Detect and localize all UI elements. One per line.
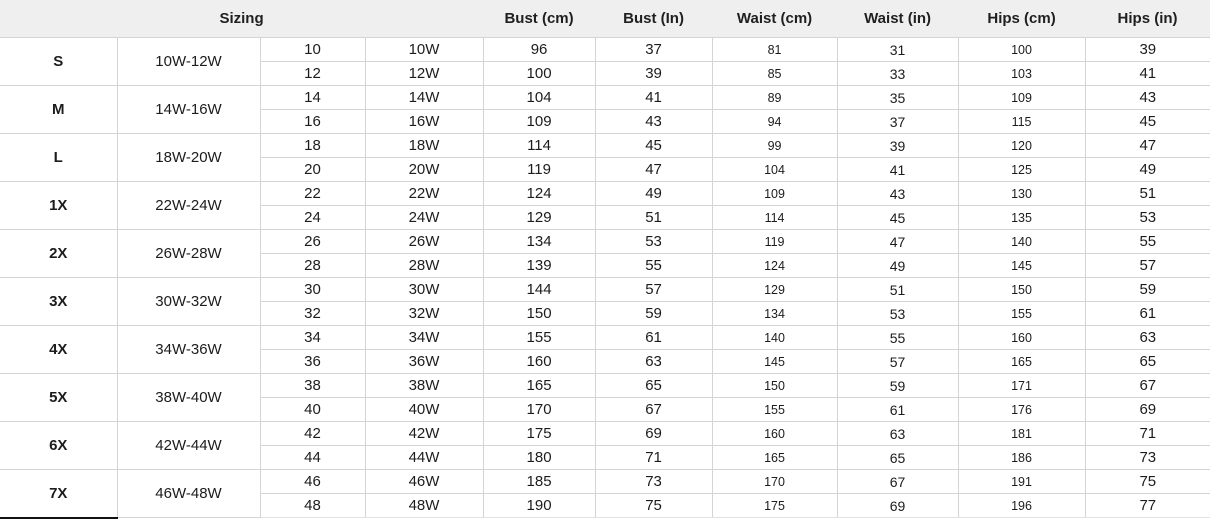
waist-cm-cell: 134	[712, 302, 837, 326]
hips-cm-cell: 165	[958, 350, 1085, 374]
hips-cm-cell: 171	[958, 374, 1085, 398]
waist-cm-cell: 99	[712, 134, 837, 158]
bust-cm-cell: 175	[483, 422, 595, 446]
waist-in-cell: 45	[837, 206, 958, 230]
size-number-cell: 12	[260, 62, 365, 86]
waist-in-cell: 55	[837, 326, 958, 350]
bust-cm-cell: 114	[483, 134, 595, 158]
bust-cm-cell: 104	[483, 86, 595, 110]
hips-cm-cell: 125	[958, 158, 1085, 182]
bust-cm-cell: 124	[483, 182, 595, 206]
size-letter-cell: 2X	[0, 230, 117, 278]
size-range-cell: 30W-32W	[117, 278, 260, 326]
size-letter-cell: 7X	[0, 470, 117, 518]
size-letter-cell: S	[0, 38, 117, 86]
size-letter-cell: M	[0, 86, 117, 134]
hips-in-cell: 39	[1085, 38, 1210, 62]
bust-in-cell: 63	[595, 350, 712, 374]
size-range-cell: 26W-28W	[117, 230, 260, 278]
size-w-cell: 16W	[365, 110, 483, 134]
size-number-cell: 40	[260, 398, 365, 422]
size-w-cell: 10W	[365, 38, 483, 62]
bust-in-cell: 53	[595, 230, 712, 254]
size-number-cell: 24	[260, 206, 365, 230]
waist-in-cell: 41	[837, 158, 958, 182]
hips-in-cell: 69	[1085, 398, 1210, 422]
hips-in-cell: 47	[1085, 134, 1210, 158]
bust-cm-cell: 100	[483, 62, 595, 86]
hips-cm-cell: 176	[958, 398, 1085, 422]
bust-in-cell: 47	[595, 158, 712, 182]
table-row	[0, 230, 1210, 254]
size-w-cell: 38W	[365, 374, 483, 398]
waist-in-cell: 57	[837, 350, 958, 374]
bust-in-cell: 59	[595, 302, 712, 326]
size-w-cell: 26W	[365, 230, 483, 254]
size-w-cell: 22W	[365, 182, 483, 206]
header-sizing: Sizing	[0, 0, 483, 38]
hips-in-cell: 61	[1085, 302, 1210, 326]
size-range-cell: 18W-20W	[117, 134, 260, 182]
size-w-cell: 28W	[365, 254, 483, 278]
size-number-cell: 36	[260, 350, 365, 374]
hips-cm-cell: 150	[958, 278, 1085, 302]
hips-in-cell: 41	[1085, 62, 1210, 86]
size-letter-cell: L	[0, 134, 117, 182]
waist-in-cell: 33	[837, 62, 958, 86]
size-w-cell: 30W	[365, 278, 483, 302]
waist-cm-cell: 109	[712, 182, 837, 206]
size-range-cell: 46W-48W	[117, 470, 260, 518]
header-waist-in: Waist (in)	[837, 0, 958, 38]
size-number-cell: 42	[260, 422, 365, 446]
size-range-cell: 14W-16W	[117, 86, 260, 134]
sizing-table-body	[0, 38, 1210, 518]
hips-in-cell: 65	[1085, 350, 1210, 374]
waist-cm-cell: 89	[712, 86, 837, 110]
size-w-cell: 48W	[365, 494, 483, 518]
waist-cm-cell: 170	[712, 470, 837, 494]
hips-cm-cell: 130	[958, 182, 1085, 206]
hips-in-cell: 45	[1085, 110, 1210, 134]
bust-cm-cell: 165	[483, 374, 595, 398]
hips-cm-cell: 160	[958, 326, 1085, 350]
hips-in-cell: 59	[1085, 278, 1210, 302]
waist-cm-cell: 114	[712, 206, 837, 230]
hips-cm-cell: 100	[958, 38, 1085, 62]
hips-in-cell: 71	[1085, 422, 1210, 446]
hips-in-cell: 67	[1085, 374, 1210, 398]
waist-in-cell: 63	[837, 422, 958, 446]
table-row	[0, 278, 1210, 302]
waist-cm-cell: 155	[712, 398, 837, 422]
bust-in-cell: 71	[595, 446, 712, 470]
waist-cm-cell: 129	[712, 278, 837, 302]
bust-cm-cell: 144	[483, 278, 595, 302]
waist-in-cell: 69	[837, 494, 958, 518]
hips-in-cell: 53	[1085, 206, 1210, 230]
size-number-cell: 48	[260, 494, 365, 518]
waist-cm-cell: 175	[712, 494, 837, 518]
waist-in-cell: 53	[837, 302, 958, 326]
size-letter-cell: 6X	[0, 422, 117, 470]
bust-in-cell: 55	[595, 254, 712, 278]
bust-cm-cell: 170	[483, 398, 595, 422]
waist-cm-cell: 119	[712, 230, 837, 254]
hips-cm-cell: 155	[958, 302, 1085, 326]
size-range-cell: 42W-44W	[117, 422, 260, 470]
size-w-cell: 18W	[365, 134, 483, 158]
hips-in-cell: 55	[1085, 230, 1210, 254]
bust-cm-cell: 160	[483, 350, 595, 374]
table-row	[0, 134, 1210, 158]
size-number-cell: 18	[260, 134, 365, 158]
size-number-cell: 16	[260, 110, 365, 134]
size-w-cell: 36W	[365, 350, 483, 374]
hips-cm-cell: 186	[958, 446, 1085, 470]
hips-cm-cell: 191	[958, 470, 1085, 494]
hips-cm-cell: 109	[958, 86, 1085, 110]
hips-in-cell: 51	[1085, 182, 1210, 206]
bust-cm-cell: 134	[483, 230, 595, 254]
waist-cm-cell: 150	[712, 374, 837, 398]
size-number-cell: 22	[260, 182, 365, 206]
bust-cm-cell: 180	[483, 446, 595, 470]
bust-in-cell: 49	[595, 182, 712, 206]
hips-in-cell: 63	[1085, 326, 1210, 350]
bust-in-cell: 75	[595, 494, 712, 518]
table-row	[0, 470, 1210, 494]
size-w-cell: 12W	[365, 62, 483, 86]
waist-in-cell: 35	[837, 86, 958, 110]
size-range-cell: 38W-40W	[117, 374, 260, 422]
size-number-cell: 14	[260, 86, 365, 110]
size-w-cell: 20W	[365, 158, 483, 182]
hips-cm-cell: 103	[958, 62, 1085, 86]
hips-in-cell: 77	[1085, 494, 1210, 518]
bust-cm-cell: 129	[483, 206, 595, 230]
hips-in-cell: 49	[1085, 158, 1210, 182]
size-number-cell: 32	[260, 302, 365, 326]
size-number-cell: 46	[260, 470, 365, 494]
waist-in-cell: 65	[837, 446, 958, 470]
bust-in-cell: 45	[595, 134, 712, 158]
bust-in-cell: 57	[595, 278, 712, 302]
size-w-cell: 24W	[365, 206, 483, 230]
waist-cm-cell: 94	[712, 110, 837, 134]
table-row	[0, 374, 1210, 398]
size-range-cell: 22W-24W	[117, 182, 260, 230]
waist-cm-cell: 145	[712, 350, 837, 374]
hips-cm-cell: 140	[958, 230, 1085, 254]
bust-cm-cell: 155	[483, 326, 595, 350]
bust-in-cell: 67	[595, 398, 712, 422]
waist-cm-cell: 140	[712, 326, 837, 350]
size-number-cell: 44	[260, 446, 365, 470]
waist-in-cell: 51	[837, 278, 958, 302]
bust-cm-cell: 96	[483, 38, 595, 62]
table-row	[0, 86, 1210, 110]
size-range-cell: 10W-12W	[117, 38, 260, 86]
bust-cm-cell: 109	[483, 110, 595, 134]
waist-in-cell: 59	[837, 374, 958, 398]
waist-in-cell: 31	[837, 38, 958, 62]
header-hips-cm: Hips (cm)	[958, 0, 1085, 38]
hips-in-cell: 43	[1085, 86, 1210, 110]
hips-in-cell: 73	[1085, 446, 1210, 470]
size-number-cell: 34	[260, 326, 365, 350]
size-w-cell: 14W	[365, 86, 483, 110]
table-row	[0, 182, 1210, 206]
waist-in-cell: 49	[837, 254, 958, 278]
bust-in-cell: 65	[595, 374, 712, 398]
bust-cm-cell: 139	[483, 254, 595, 278]
waist-cm-cell: 81	[712, 38, 837, 62]
bust-cm-cell: 190	[483, 494, 595, 518]
bust-in-cell: 51	[595, 206, 712, 230]
size-w-cell: 40W	[365, 398, 483, 422]
size-w-cell: 34W	[365, 326, 483, 350]
waist-cm-cell: 104	[712, 158, 837, 182]
bust-in-cell: 37	[595, 38, 712, 62]
bust-in-cell: 41	[595, 86, 712, 110]
table-row	[0, 326, 1210, 350]
size-number-cell: 10	[260, 38, 365, 62]
hips-cm-cell: 145	[958, 254, 1085, 278]
bust-cm-cell: 185	[483, 470, 595, 494]
waist-in-cell: 47	[837, 230, 958, 254]
hips-cm-cell: 196	[958, 494, 1085, 518]
size-number-cell: 28	[260, 254, 365, 278]
header-waist-cm: Waist (cm)	[712, 0, 837, 38]
header-hips-in: Hips (in)	[1085, 0, 1210, 38]
bust-in-cell: 73	[595, 470, 712, 494]
size-number-cell: 26	[260, 230, 365, 254]
waist-cm-cell: 85	[712, 62, 837, 86]
bust-in-cell: 69	[595, 422, 712, 446]
waist-in-cell: 37	[837, 110, 958, 134]
size-w-cell: 44W	[365, 446, 483, 470]
waist-cm-cell: 160	[712, 422, 837, 446]
size-w-cell: 46W	[365, 470, 483, 494]
hips-cm-cell: 115	[958, 110, 1085, 134]
size-w-cell: 32W	[365, 302, 483, 326]
table-header	[0, 0, 1210, 38]
hips-in-cell: 75	[1085, 470, 1210, 494]
size-letter-cell: 5X	[0, 374, 117, 422]
header-row	[0, 0, 1210, 38]
size-range-cell: 34W-36W	[117, 326, 260, 374]
size-number-cell: 20	[260, 158, 365, 182]
bust-in-cell: 43	[595, 110, 712, 134]
table-row	[0, 38, 1210, 62]
bust-in-cell: 39	[595, 62, 712, 86]
size-number-cell: 38	[260, 374, 365, 398]
bust-cm-cell: 150	[483, 302, 595, 326]
bust-in-cell: 61	[595, 326, 712, 350]
table-row	[0, 422, 1210, 446]
header-bust-in: Bust (In)	[595, 0, 712, 38]
waist-in-cell: 67	[837, 470, 958, 494]
hips-in-cell: 57	[1085, 254, 1210, 278]
hips-cm-cell: 181	[958, 422, 1085, 446]
size-w-cell: 42W	[365, 422, 483, 446]
hips-cm-cell: 135	[958, 206, 1085, 230]
size-letter-cell: 4X	[0, 326, 117, 374]
size-letter-cell: 1X	[0, 182, 117, 230]
waist-in-cell: 43	[837, 182, 958, 206]
waist-cm-cell: 124	[712, 254, 837, 278]
size-number-cell: 30	[260, 278, 365, 302]
header-bust-cm: Bust (cm)	[483, 0, 595, 38]
waist-cm-cell: 165	[712, 446, 837, 470]
size-letter-cell: 3X	[0, 278, 117, 326]
waist-in-cell: 39	[837, 134, 958, 158]
hips-cm-cell: 120	[958, 134, 1085, 158]
bust-cm-cell: 119	[483, 158, 595, 182]
waist-in-cell: 61	[837, 398, 958, 422]
